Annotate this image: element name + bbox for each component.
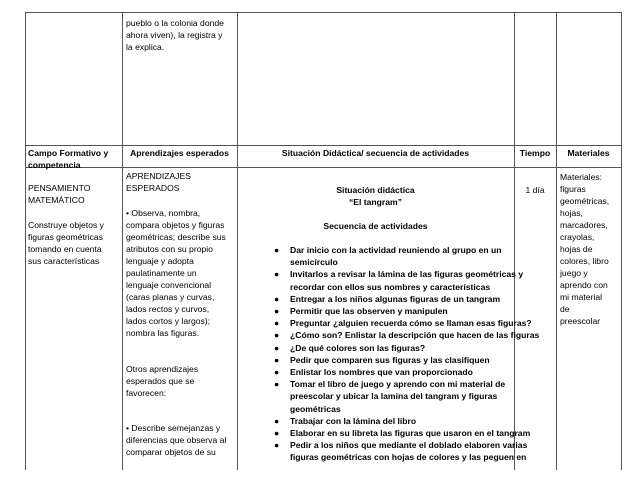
bullet-icon: ● bbox=[274, 415, 280, 426]
header-situacion: Situación Didáctica/ secuencia de actividades bbox=[281, 148, 470, 158]
activity-line: Dar inicio con la actividad reuniendo al grupo en un bbox=[290, 245, 502, 255]
activity-list bbox=[268, 244, 540, 464]
activity-item bbox=[268, 415, 526, 427]
aprendizajes-line-4: • Observa, nombra, bbox=[126, 208, 201, 218]
aprendizajes-line-22: • Describe semejanzas y bbox=[126, 423, 221, 433]
aprendizajes-line-8: lenguaje y adopta bbox=[126, 256, 194, 266]
activity-item bbox=[268, 293, 526, 305]
materiales-line-8: colores, libro bbox=[560, 256, 609, 266]
header-tiempo: Tiempo bbox=[519, 148, 551, 158]
aprendizajes-line-5: compara objetos y figuras bbox=[126, 220, 225, 230]
activity-line: figuras geométricas con hojas de colores y las peguen en bbox=[290, 452, 527, 463]
header-aprendizajes: Aprendizajes esperados bbox=[130, 148, 229, 158]
tiempo-value: 1 día bbox=[525, 185, 545, 195]
activity-line: Enlistar los nombres que van proporcionado bbox=[290, 367, 473, 378]
column-border-1 bbox=[122, 12, 123, 470]
activity-item bbox=[268, 305, 526, 317]
activity-line: Elaborar en su libreta las figuras que usaron en el tangram bbox=[290, 428, 531, 439]
activity-line: ¿Cómo son? Enlistar la descripción que hacen de las figuras bbox=[290, 330, 540, 341]
aprendizajes-line-14: nombra las figuras. bbox=[126, 328, 200, 338]
campo-line-5: figuras geométricas bbox=[28, 232, 103, 242]
planning-table bbox=[25, 12, 621, 470]
materiales-line-9: juego y bbox=[560, 268, 588, 278]
aprendizajes-line-7: atributos con su propio bbox=[126, 244, 213, 254]
materiales-line-4: hojas, bbox=[560, 208, 583, 218]
bullet-icon: ● bbox=[274, 306, 280, 317]
activity-line: Trabajar con la lámina del libro bbox=[290, 415, 417, 426]
materiales-line-10: aprendo con bbox=[560, 280, 608, 290]
header-materiales: Materiales bbox=[567, 148, 610, 158]
situacion-subtitle: “El tangram” bbox=[348, 197, 402, 207]
column-border-4 bbox=[556, 12, 557, 470]
materiales-line-1: Materiales: bbox=[560, 172, 603, 182]
bullet-icon: ● bbox=[274, 269, 280, 280]
activity-line: ¿De qué colores son las figuras? bbox=[290, 342, 426, 353]
column-border-2 bbox=[237, 12, 238, 470]
top-aprendizajes-line-3: la explica. bbox=[126, 42, 165, 52]
bullet-icon: ● bbox=[274, 367, 280, 378]
bullet-icon: ● bbox=[274, 354, 280, 365]
activity-line: Preguntar ¿alguien recuerda cómo se llaman esas figuras? bbox=[290, 318, 532, 329]
activity-item bbox=[268, 342, 526, 354]
activity-line: Permitir que las observen y manipulen bbox=[290, 306, 448, 317]
materiales-line-5: marcadores, bbox=[560, 220, 608, 230]
activity-item bbox=[268, 268, 526, 292]
materiales-line-7: hojas de bbox=[560, 244, 593, 254]
activity-line: recordar con ellos sus nombres y características bbox=[290, 281, 491, 292]
bullet-icon: ● bbox=[274, 245, 280, 255]
materiales-line-12: de bbox=[560, 304, 570, 314]
bullet-icon: ● bbox=[274, 428, 280, 439]
bullet-icon: ● bbox=[274, 342, 280, 353]
header-top-border bbox=[25, 145, 621, 146]
aprendizajes-line-18: esperados que se bbox=[126, 376, 195, 386]
activity-item bbox=[268, 427, 531, 439]
bullet-icon: ● bbox=[274, 318, 280, 329]
aprendizajes-line-6: geométricas; describe sus bbox=[126, 232, 226, 242]
aprendizajes-line-13: lados cortos y largos); bbox=[126, 316, 211, 326]
bullet-icon: ● bbox=[274, 293, 280, 304]
aprendizajes-line-10: lenguaje convencional bbox=[126, 280, 212, 290]
aprendizajes-line-17: Otros aprendizajes bbox=[126, 364, 199, 374]
header-campo-line-2: competencia bbox=[28, 160, 81, 170]
materiales-line-11: mi material bbox=[560, 292, 603, 302]
activity-item bbox=[268, 317, 532, 329]
campo-line-6: tomando en cuenta bbox=[28, 244, 102, 254]
activity-line: semicírculo bbox=[290, 257, 338, 268]
aprendizajes-line-12: lados rectos y curvos, bbox=[126, 304, 210, 314]
activity-line: Tomar el libro de juego y aprendo con mi material de bbox=[290, 379, 506, 390]
aprendizajes-line-2: ESPERADOS bbox=[126, 183, 180, 193]
activity-item bbox=[268, 439, 526, 463]
aprendizajes-line-11: (caras planas y curvas, bbox=[126, 292, 215, 302]
materiales-line-6: crayolas, bbox=[560, 232, 595, 242]
campo-line-4: Construye objetos y bbox=[28, 220, 104, 230]
aprendizajes-line-23: diferencias que observa al bbox=[126, 435, 227, 445]
aprendizajes-line-1: APRENDIZAJES bbox=[126, 171, 191, 181]
campo-line-1: PENSAMIENTO bbox=[28, 183, 91, 193]
campo-line-2: MATEMÁTICO bbox=[28, 195, 85, 205]
materiales-line-3: geométricas, bbox=[560, 196, 610, 206]
activity-line: geométricas bbox=[290, 403, 341, 414]
activity-item bbox=[268, 329, 540, 341]
top-aprendizajes-line-2: ahora viven), la registra y bbox=[126, 30, 223, 40]
header-campo-line-1: Campo Formativo y bbox=[28, 148, 109, 158]
aprendizajes-line-19: favorecen: bbox=[126, 388, 167, 398]
column-border-right bbox=[621, 12, 622, 470]
campo-line-7: sus características bbox=[28, 256, 100, 266]
activity-line: Pedir que comparen sus figuras y las clasifiquen bbox=[290, 354, 490, 365]
top-aprendizajes-line-1: pueblo o la colonia donde bbox=[126, 18, 224, 28]
activity-item bbox=[268, 366, 526, 378]
activity-item bbox=[268, 378, 526, 415]
activity-line: Invitarlos a revisar la lámina de las figuras geométricas y bbox=[290, 269, 524, 280]
situacion-title: Situación didáctica bbox=[336, 185, 415, 195]
materiales-line-2: figuras bbox=[560, 184, 586, 194]
activity-line: Pedir a los niños que mediante el doblado elaboren varias bbox=[290, 440, 528, 451]
activity-line: preescolar y ubicar la lamina del tangram y figuras bbox=[290, 391, 498, 402]
bullet-icon: ● bbox=[274, 440, 280, 451]
aprendizajes-line-9: paulatinamente un bbox=[126, 268, 197, 278]
activity-item bbox=[268, 354, 526, 366]
header-bottom-border bbox=[25, 167, 621, 168]
materiales-line-13: preescolar bbox=[560, 316, 601, 326]
bullet-icon: ● bbox=[274, 330, 280, 341]
bullet-icon: ● bbox=[274, 379, 280, 390]
aprendizajes-line-24: comparar objetos de su bbox=[126, 447, 216, 457]
activity-item bbox=[268, 244, 526, 268]
table-top-border bbox=[25, 12, 621, 13]
activity-line: Entregar a los niños algunas figuras de un tangram bbox=[290, 293, 501, 304]
column-border-left bbox=[25, 12, 26, 470]
secuencia-heading: Secuencia de actividades bbox=[323, 221, 428, 231]
